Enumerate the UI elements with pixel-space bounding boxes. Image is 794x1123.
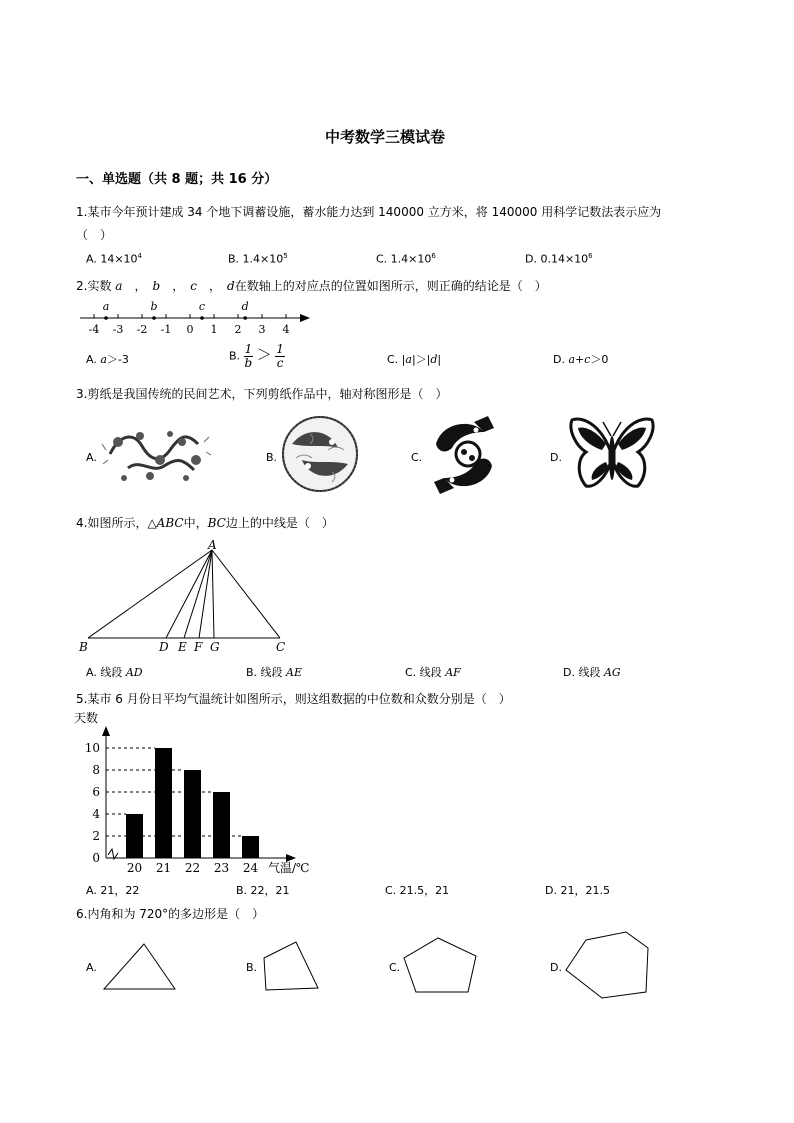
number-line-point-a bbox=[104, 316, 108, 320]
q6-option-a[interactable]: A. bbox=[86, 961, 97, 974]
q3-option-b[interactable]: B. bbox=[266, 451, 278, 464]
q6-option-c[interactable]: C. bbox=[389, 961, 401, 974]
chart-bar-20 bbox=[126, 814, 143, 858]
point-d-label: D bbox=[159, 640, 169, 654]
q3-option-c[interactable]: C. bbox=[411, 451, 423, 464]
q5-option-d[interactable]: D. 21，21.5 bbox=[545, 884, 610, 897]
pentagon-shape bbox=[400, 934, 484, 998]
q5-option-c[interactable]: C. 21.5，21 bbox=[385, 884, 450, 897]
number-line-tick-label: 2 bbox=[234, 323, 242, 336]
q2-option-d[interactable]: D. a+c＞0 bbox=[553, 353, 609, 366]
triangle-abc-figure bbox=[74, 536, 304, 654]
q1-option-b[interactable]: B. $1.4\times 10^5$ bbox=[228, 252, 288, 266]
triangle-shape bbox=[100, 940, 180, 994]
chart-bar-21 bbox=[155, 748, 172, 858]
number-line bbox=[76, 296, 326, 338]
temperature-bar-chart bbox=[72, 706, 332, 878]
number-line-tick-label: 3 bbox=[258, 323, 266, 336]
chart-xtick-label: 24 bbox=[242, 861, 259, 875]
q1-option-c[interactable]: C. $1.4\times 10^6$ bbox=[376, 252, 436, 266]
q4-option-b[interactable]: B. 线段 AE bbox=[246, 666, 303, 679]
chart-ytick-label: 4 bbox=[92, 807, 100, 821]
question-1-bracket: （ ） bbox=[76, 228, 113, 242]
number-line-tick-label: -4 bbox=[88, 323, 100, 336]
number-line-point-c bbox=[200, 316, 204, 320]
q2-option-b[interactable]: B. $\frac{1}{b}$ ＞ $\frac{1}{c}$ bbox=[229, 342, 284, 370]
page-title: 中考数学三模试卷 bbox=[325, 128, 446, 146]
question-5-stem: 5.某市 6 月份日平均气温统计如图所示，则这组数据的中位数和众数分别是（ ） bbox=[76, 692, 511, 706]
number-line-tick-label: 0 bbox=[186, 323, 194, 336]
fraction-1-over-b: $\frac{1}{b}$ bbox=[244, 342, 253, 370]
question-2-stem: 2.实数 a ， b ， c ， d在数轴上的对应点的位置如图所示，则正确的结论是（ ） bbox=[76, 279, 547, 293]
point-g-label: G bbox=[210, 640, 220, 654]
number-line-tick-label: -1 bbox=[160, 323, 172, 336]
point-e-label: E bbox=[178, 640, 187, 654]
point-b-label: B bbox=[79, 640, 88, 654]
hexagon-shape bbox=[562, 928, 654, 1004]
q6-option-b[interactable]: B. bbox=[246, 961, 258, 974]
number-line-point-label: a bbox=[102, 300, 110, 313]
chart-bar-22 bbox=[184, 770, 201, 858]
chart-ytick-label: 6 bbox=[92, 785, 100, 799]
chart-xlabel: 气温/℃ bbox=[268, 861, 310, 875]
chart-bar-24 bbox=[242, 836, 259, 858]
fish-circle-papercut-image bbox=[280, 414, 360, 494]
q2-option-c[interactable]: C. |a|＞|d| bbox=[387, 353, 442, 366]
number-line-tick-label: -3 bbox=[112, 323, 124, 336]
number-line-point-d bbox=[243, 316, 247, 320]
question-3-stem: 3.剪纸是我国传统的民间艺术，下列剪纸作品中，轴对称图形是（ ） bbox=[76, 387, 448, 401]
chart-xtick-label: 22 bbox=[184, 861, 201, 875]
q1-option-a[interactable]: A. $14\times 10^4$ bbox=[86, 252, 143, 266]
q6-option-d[interactable]: D. bbox=[550, 961, 562, 974]
q3-option-d[interactable]: D. bbox=[550, 451, 562, 464]
q5-option-a[interactable]: A. 21，22 bbox=[86, 884, 140, 897]
number-line-tick-label: 1 bbox=[210, 323, 218, 336]
q1-option-d[interactable]: D. $0.14\times 10^6$ bbox=[525, 252, 593, 266]
butterfly-papercut-image bbox=[566, 414, 658, 496]
chart-xtick-label: 20 bbox=[126, 861, 143, 875]
section-heading: 一、单选题（共 8 题；共 16 分） bbox=[76, 172, 278, 187]
number-line-point-label: c bbox=[198, 300, 206, 313]
question-6-stem: 6.内角和为 720°的多边形是（ ） bbox=[76, 907, 265, 921]
chart-ytick-label: 8 bbox=[92, 763, 100, 777]
dragon-papercut-image bbox=[100, 420, 212, 488]
q3-option-a[interactable]: A. bbox=[86, 451, 97, 464]
fraction-1-over-c: $\frac{1}{c}$ bbox=[276, 342, 284, 370]
q4-option-a[interactable]: A. 线段 AD bbox=[86, 666, 143, 679]
point-a-label: A bbox=[208, 538, 217, 552]
question-4-stem: 4.如图所示，△ABC中，BC边上的中线是（ ） bbox=[76, 516, 334, 530]
chart-ytick-label: 2 bbox=[92, 829, 100, 843]
chart-xtick-label: 21 bbox=[155, 861, 172, 875]
chart-ytick-label: 0 bbox=[92, 851, 100, 865]
number-line-point-label: d bbox=[241, 300, 249, 313]
q5-option-b[interactable]: B. 22，21 bbox=[236, 884, 290, 897]
number-line-point-label: b bbox=[150, 300, 158, 313]
fish-pair-papercut-image bbox=[428, 414, 500, 496]
point-c-label: C bbox=[276, 640, 286, 654]
number-line-point-b bbox=[152, 316, 156, 320]
q4-option-d[interactable]: D. 线段 AG bbox=[563, 666, 621, 679]
point-f-label: F bbox=[194, 640, 203, 654]
q2-option-a[interactable]: A. a＞-3 bbox=[86, 353, 129, 366]
chart-bar-23 bbox=[213, 792, 230, 858]
quadrilateral-shape bbox=[260, 938, 324, 996]
chart-ylabel: 天数 bbox=[74, 711, 99, 725]
number-line-tick-label: -2 bbox=[136, 323, 148, 336]
chart-ytick-label: 10 bbox=[84, 741, 100, 755]
number-line-tick-label: 4 bbox=[282, 323, 290, 336]
question-1-stem: 1.某市今年预计建成 34 个地下调蓄设施，蓄水能力达到 140000 立方米，将 140000 用科学记数法表示应为 bbox=[76, 205, 662, 219]
chart-xtick-label: 23 bbox=[213, 861, 230, 875]
q4-option-c[interactable]: C. 线段 AF bbox=[405, 666, 461, 679]
